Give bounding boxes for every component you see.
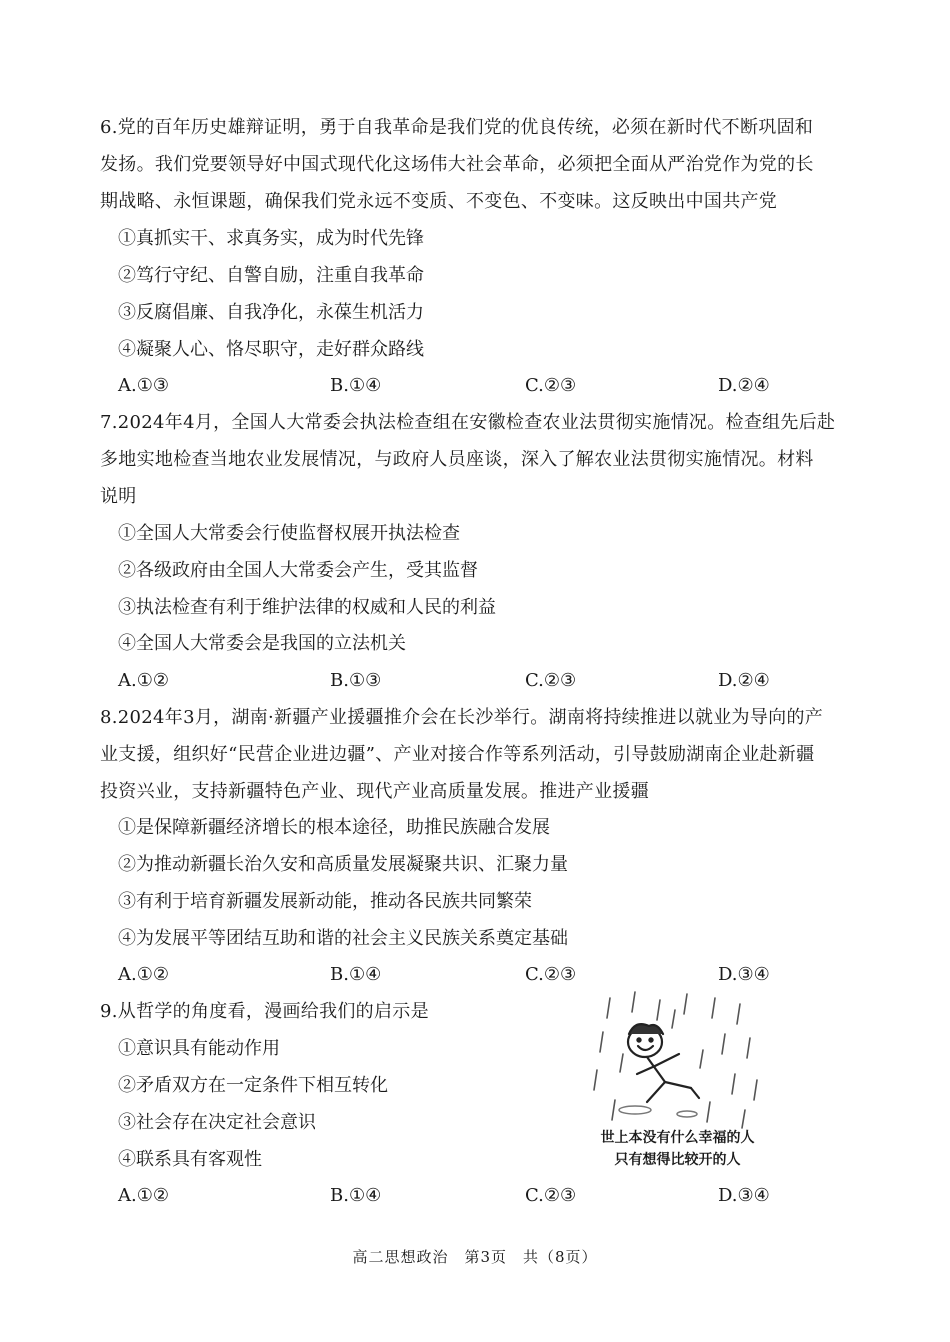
- question-9-stem-line: 9.从哲学的角度看，漫画给我们的启示是: [100, 1001, 429, 1022]
- question-6-stem-line: 6.党的百年历史雄辩证明，勇于自我革命是我们党的优良传统，必须在新时代不断巩固和: [100, 117, 814, 138]
- question-6-statement: ③反腐倡廉、自我净化，永葆生机活力: [118, 302, 424, 323]
- question-9-choice-b: B.①④: [330, 1185, 382, 1206]
- question-9-statement: ③社会存在决定社会意识: [118, 1112, 316, 1133]
- question-9-statement: ①意识具有能动作用: [118, 1038, 280, 1059]
- question-7-statement: ③执法检查有利于维护法律的权威和人民的利益: [118, 597, 496, 618]
- question-6-choice-c: C.②③: [525, 375, 577, 396]
- page-footer: 高二思想政治 第3页 共（8页）: [352, 1248, 598, 1266]
- question-7-statement: ②各级政府由全国人大常委会产生，受其监督: [118, 560, 478, 581]
- question-8-choice-c: C.②③: [525, 964, 577, 985]
- cartoon-caption-line: 世上本没有什么幸福的人: [600, 1130, 755, 1146]
- question-7-stem-line: 说明: [100, 486, 137, 507]
- question-6-stem-line: 发扬。我们党要领导好中国式现代化这场伟大社会革命，必须把全面从严治党作为党的长: [100, 154, 814, 175]
- question-6-choice-a: A.①③: [118, 375, 169, 396]
- question-8-statement: ①是保障新疆经济增长的根本途径，助推民族融合发展: [118, 817, 550, 838]
- question-9-choice-a: A.①②: [118, 1185, 169, 1206]
- question-8-statement: ③有利于培育新疆发展新动能，推动各民族共同繁荣: [118, 891, 532, 912]
- question-8-choice-d: D.③④: [718, 964, 770, 985]
- question-6-statement: ④凝聚人心、恪尽职守，走好群众路线: [118, 339, 424, 360]
- question-9-statement: ④联系具有客观性: [118, 1149, 262, 1170]
- question-6-choice-b: B.①④: [330, 375, 382, 396]
- question-8-choice-a: A.①②: [118, 964, 169, 985]
- question-7-choice-c: C.②③: [525, 670, 577, 691]
- question-7-choice-d: D.②④: [718, 670, 770, 691]
- question-8-stem-line: 业支援，组织好“民营企业进边疆”、产业对接合作等系列活动，引导鼓励湖南企业赴新疆: [100, 744, 815, 765]
- question-7-statement: ④全国人大常委会是我国的立法机关: [118, 633, 406, 654]
- boy-figure: [628, 1024, 699, 1102]
- question-6-statement: ②笃行守纪、自警自励，注重自我革命: [118, 265, 424, 286]
- question-9-choice-d: D.③④: [718, 1185, 770, 1206]
- question-7-statement: ①全国人大常委会行使监督权展开执法检查: [118, 523, 460, 544]
- question-6-stem-line: 期战略、永恒课题，确保我们党永远不变质、不变色、不变味。这反映出中国共产党: [100, 191, 778, 212]
- rain-streaks: [594, 992, 757, 1128]
- cartoon-caption-line: 只有想得比较开的人: [614, 1152, 741, 1168]
- puddle: [619, 1106, 697, 1117]
- question-8-stem-line: 投资兴业，支持新疆特色产业、现代产业高质量发展。推进产业援疆: [100, 781, 649, 802]
- question-8-stem-line: 8.2024年3月，湖南·新疆产业援疆推介会在长沙举行。湖南将持续推进以就业为导向的产: [100, 707, 824, 728]
- question-7-choice-b: B.①③: [330, 670, 382, 691]
- question-7-choice-a: A.①②: [118, 670, 169, 691]
- question-9-choice-c: C.②③: [525, 1185, 577, 1206]
- question-8-statement: ②为推动新疆长治久安和高质量发展凝聚共识、汇聚力量: [118, 854, 568, 875]
- question-6-choice-d: D.②④: [718, 375, 770, 396]
- question-8-statement: ④为发展平等团结互助和谐的社会主义民族关系奠定基础: [118, 928, 568, 949]
- question-6-statement: ①真抓实干、求真务实，成为时代先锋: [118, 228, 424, 249]
- question-8-choice-b: B.①④: [330, 964, 382, 985]
- question-9-statement: ②矛盾双方在一定条件下相互转化: [118, 1075, 388, 1096]
- question-7-stem-line: 7.2024年4月，全国人大常委会执法检查组在安徽检查农业法贯彻实施情况。检查组先后赴: [100, 412, 836, 433]
- question-7-stem-line: 多地实地检查当地农业发展情况，与政府人员座谈，深入了解农业法贯彻实施情况。材料: [100, 449, 814, 470]
